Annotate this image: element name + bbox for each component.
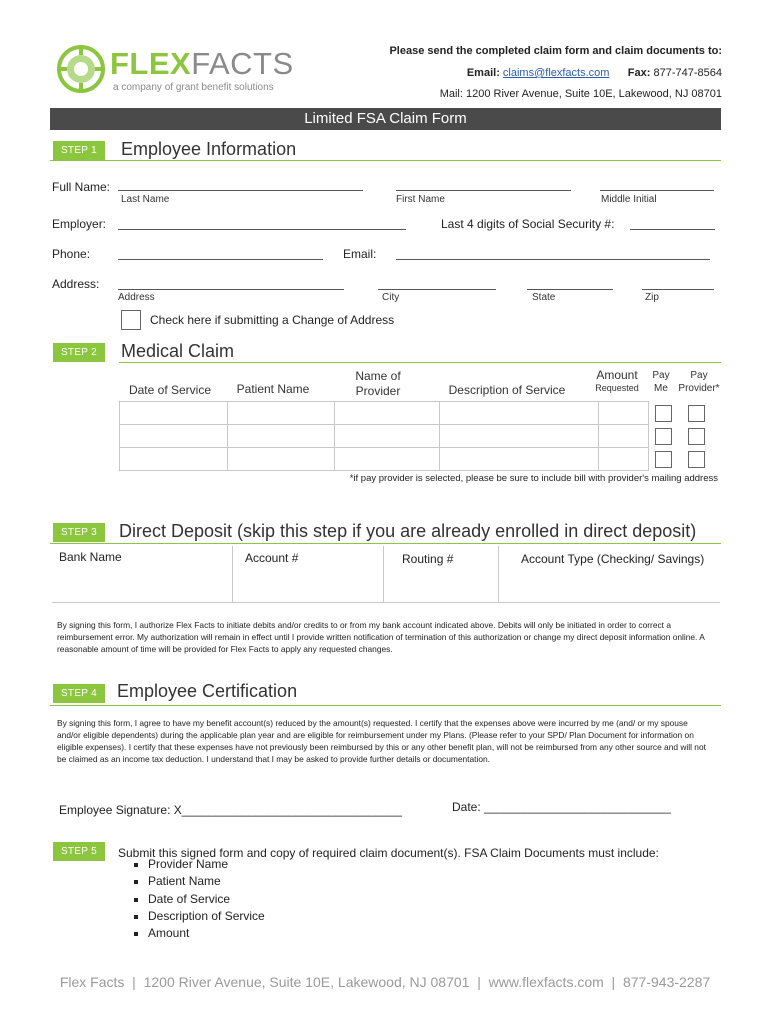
- routing-number-label: Routing #: [402, 552, 454, 566]
- logo-mark-icon: [56, 44, 106, 94]
- email-field[interactable]: [396, 259, 710, 260]
- change-of-address-checkbox[interactable]: [121, 310, 141, 330]
- col-pay-provider-line1: Pay: [690, 370, 708, 381]
- amount-cell[interactable]: [599, 425, 649, 448]
- middle-initial-caption: Middle Initial: [601, 194, 657, 205]
- pay-me-checkbox[interactable]: [655, 451, 672, 468]
- step5-instruction: Submit this signed form and copy of required claim document(s). FSA Claim Documents must include:: [118, 846, 659, 860]
- medical-claim-table: [119, 401, 649, 471]
- date-cell[interactable]: [120, 402, 228, 425]
- table-row: [120, 448, 649, 471]
- first-name-field[interactable]: [396, 190, 571, 191]
- step1-badge: STEP 1: [53, 141, 105, 160]
- divider: [50, 543, 721, 544]
- ssn-label: Last 4 digits of Social Security #:: [441, 217, 615, 231]
- patient-cell[interactable]: [228, 425, 335, 448]
- form-title: Limited FSA Claim Form: [304, 110, 467, 127]
- col-date-of-service: Date of Service: [128, 383, 212, 397]
- city-field[interactable]: [378, 289, 496, 290]
- provider-cell[interactable]: [335, 402, 440, 425]
- logo: [56, 44, 316, 96]
- description-cell[interactable]: [440, 425, 599, 448]
- step4-title: Employee Certification: [117, 681, 298, 701]
- state-caption: State: [532, 292, 556, 303]
- divider: [50, 160, 721, 161]
- footer: Flex Facts | 1200 River Avenue, Suite 10E, Lakewood, NJ 08701 | www.flexfacts.com | 877-943-2287: [59, 974, 711, 990]
- employer-label: Employer:: [52, 217, 107, 231]
- col-pay-provider-line2: Provider*: [678, 383, 720, 394]
- pay-provider-checkbox[interactable]: [688, 428, 705, 445]
- col-patient-name: Patient Name: [236, 382, 310, 396]
- pay-me-checkbox[interactable]: [655, 428, 672, 445]
- fax-label: Fax:: [627, 67, 651, 79]
- list-item: ▪ Provider Name: [148, 856, 265, 873]
- description-cell[interactable]: [440, 448, 599, 471]
- authorization-text: By signing this form, I authorize Flex Facts to initiate debits and/or credits to or from my bank account indicated above. Debits will only be initiated in order to correct a reimbursement error. My authorization will remain in effect until I provide written notification of termination of this authorization or change my direct deposit information online. A reasonable amount of time will be provided for Flex Facts to apply any requested changes.: [57, 620, 705, 654]
- list-item: ▪ Description of Service: [148, 908, 265, 925]
- step4-badge: STEP 4: [53, 684, 105, 703]
- zip-field[interactable]: [642, 289, 714, 290]
- state-field[interactable]: [527, 289, 613, 290]
- email-link[interactable]: claims@flexfacts.com: [502, 67, 610, 79]
- step2-title: Medical Claim: [121, 341, 235, 361]
- logo-brand-bold: FLEX: [110, 46, 192, 81]
- city-caption: City: [382, 292, 400, 303]
- first-name-caption: First Name: [396, 194, 445, 205]
- col-provider-line1: Name of: [355, 369, 401, 383]
- step3-title: Direct Deposit (skip this step if you are already enrolled in direct deposit): [119, 521, 697, 541]
- col-description: Description of Service: [448, 383, 566, 397]
- date-cell[interactable]: [120, 448, 228, 471]
- list-item: ▪ Amount: [148, 925, 265, 942]
- step1-title: Employee Information: [121, 139, 297, 159]
- col-amount-sub: Requested: [595, 383, 639, 393]
- send-note: Please send the completed claim form and claim documents to:: [389, 45, 722, 57]
- account-number-label: Account #: [245, 551, 299, 565]
- provider-cell[interactable]: [335, 448, 440, 471]
- zip-caption: Zip: [645, 292, 659, 303]
- mail-line: Mail: 1200 River Avenue, Suite 10E, Lakewood, NJ 08701: [439, 88, 722, 100]
- phone-label: Phone:: [52, 247, 91, 261]
- logo-tagline: a company of grant benefit solutions: [113, 82, 274, 93]
- phone-field[interactable]: [118, 259, 323, 260]
- email-field-label: Email:: [343, 247, 377, 261]
- pay-provider-footnote: *if pay provider is selected, please be sure to include bill with provider's mailing address: [349, 473, 718, 484]
- employer-field[interactable]: [118, 229, 406, 230]
- certification-text: By signing this form, I agree to have my benefit account(s) reduced by the amount(s) requested. I certify that the expenses above were incurred by me (and/ or my spouse and/or eligible dependents) during the applicable plan year and are eligible for reimbursement under my Plans. (Please refer to your SPD/ Plan Document for information on eligible expenses). I certify that these expenses have not previously been reimbursed by this or any other benefit plan, will not be reimbursed from any other source and will not be claimed as an income tax deduction. I understand that I may be asked to provide further details or documentation.: [57, 718, 706, 764]
- description-cell[interactable]: [440, 402, 599, 425]
- pay-me-checkbox[interactable]: [655, 405, 672, 422]
- step5-badge: STEP 5: [53, 842, 105, 861]
- pay-provider-checkbox[interactable]: [688, 405, 705, 422]
- change-of-address-label: Check here if submitting a Change of Address: [150, 313, 395, 327]
- list-item: ▪ Patient Name: [148, 873, 265, 890]
- fax-value: 877-747-8564: [653, 67, 722, 79]
- date-field[interactable]: Date: ____________________________: [452, 800, 671, 814]
- account-type-label: Account Type (Checking/ Savings): [521, 552, 705, 566]
- employee-signature-field[interactable]: Employee Signature: X_________________________________: [59, 803, 402, 817]
- divider: [119, 362, 721, 363]
- list-item: ▪ Date of Service: [148, 891, 265, 908]
- table-row: [120, 425, 649, 448]
- claim-document-list: [110, 856, 265, 942]
- address-label: Address:: [52, 277, 100, 291]
- provider-cell[interactable]: [335, 425, 440, 448]
- logo-brand-light: FACTS: [191, 46, 294, 81]
- last-name-field[interactable]: [118, 190, 363, 191]
- step2-badge: STEP 2: [53, 343, 105, 362]
- divider: [50, 705, 721, 706]
- amount-cell[interactable]: [599, 402, 649, 425]
- patient-cell[interactable]: [228, 448, 335, 471]
- amount-cell[interactable]: [599, 448, 649, 471]
- bank-name-label: Bank Name: [59, 550, 122, 564]
- table-row: [120, 402, 649, 425]
- full-name-label: Full Name:: [52, 180, 111, 194]
- ssn-field[interactable]: [630, 229, 715, 230]
- last-name-caption: Last Name: [121, 194, 170, 205]
- patient-cell[interactable]: [228, 402, 335, 425]
- col-pay-me-line1: Pay: [652, 370, 670, 381]
- address-caption: Address: [118, 292, 155, 303]
- col-pay-me-line2: Me: [654, 383, 668, 394]
- email-label: Email:: [466, 67, 500, 79]
- step3-badge: STEP 3: [53, 523, 105, 542]
- col-amount: Amount: [596, 368, 638, 382]
- address-field[interactable]: [118, 289, 344, 290]
- date-cell[interactable]: [120, 425, 228, 448]
- col-provider-line2: Provider: [355, 384, 401, 398]
- middle-initial-field[interactable]: [600, 190, 714, 191]
- contact-line: [467, 67, 722, 79]
- pay-provider-checkbox[interactable]: [688, 451, 705, 468]
- form-title-bar: [50, 108, 721, 130]
